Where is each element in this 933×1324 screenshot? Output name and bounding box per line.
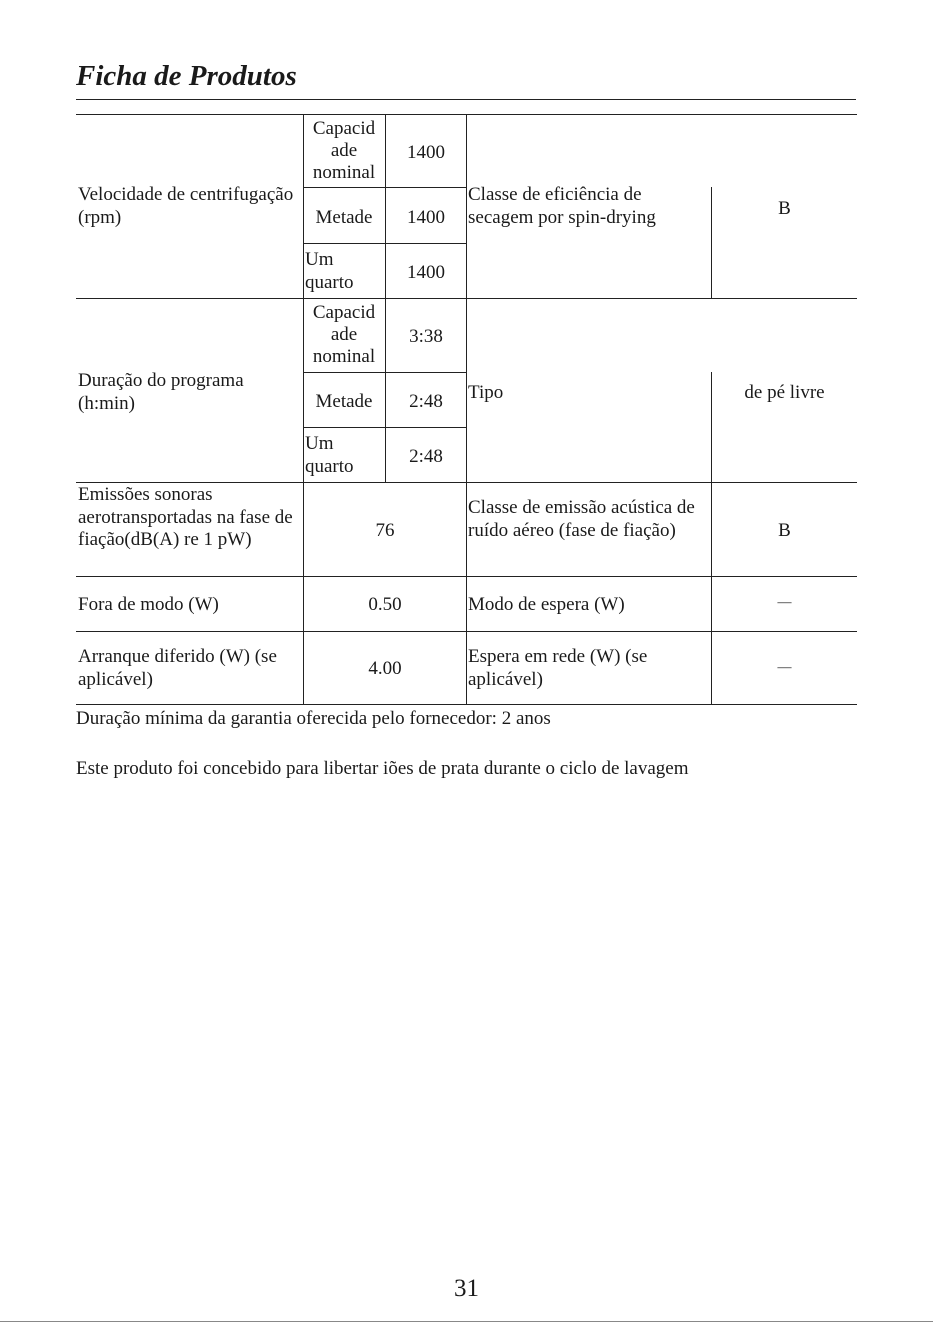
spin-speed-label: Velocidade de centrifugação (rpm) <box>78 184 294 228</box>
type-label: Tipo <box>468 382 504 403</box>
network-standby-label: Espera em rede (W) (se aplicável) <box>468 646 648 690</box>
off-mode-value: 0.50 <box>368 594 402 615</box>
table-rule <box>385 114 386 482</box>
silver-ions-note: Este produto foi concebido para libertar iões de prata durante o ciclo de lavagem <box>76 758 689 779</box>
duration-capacity-value: 3:38 <box>409 326 443 347</box>
warranty-note: Duração mínima da garantia oferecida pelo fornecedor: 2 anos <box>76 708 551 729</box>
page-number: 31 <box>454 1275 479 1302</box>
delay-start-label: Arranque diferido (W) (se aplicável) <box>78 646 277 690</box>
page-bottom-rule <box>0 1321 933 1322</box>
duration-quarter-value: 2:48 <box>409 446 443 467</box>
drying-class-value: B <box>778 198 791 219</box>
spin-capacity-label: Capacid ade nominal <box>312 118 376 183</box>
spin-half-label: Metade <box>315 207 373 228</box>
noise-value: 76 <box>375 520 395 541</box>
table-rule <box>76 114 303 115</box>
table-rule <box>76 704 857 705</box>
network-standby-value: — <box>777 660 792 675</box>
type-value: de pé livre <box>744 382 825 403</box>
drying-class-label: Classe de eficiência de secagem por spin-drying <box>468 184 656 228</box>
duration-half-value: 2:48 <box>409 391 443 412</box>
off-mode-label: Fora de modo (W) <box>78 594 219 615</box>
standby-label: Modo de espera (W) <box>468 594 625 615</box>
spin-quarter-label: Um quarto <box>305 249 354 293</box>
acoustic-class-value: B <box>778 520 791 541</box>
duration-capacity-label: Capacid ade nominal <box>312 302 376 367</box>
duration-half-label: Metade <box>315 391 373 412</box>
spin-quarter-value: 1400 <box>407 262 445 283</box>
standby-value: — <box>777 595 792 610</box>
noise-label: Emissões sonoras aerotransportadas na fase de fiação(dB(A) re 1 pW) <box>78 484 293 550</box>
table-rule <box>303 114 857 115</box>
page-title: Ficha de Produtos <box>76 60 297 92</box>
delay-start-value: 4.00 <box>368 658 402 679</box>
spin-half-value: 1400 <box>407 207 445 228</box>
title-divider <box>76 99 856 100</box>
duration-quarter-label: Um quarto <box>305 433 354 477</box>
spin-capacity-value: 1400 <box>407 142 445 163</box>
program-duration-label: Duração do programa (h:min) <box>78 370 244 414</box>
acoustic-class-label: Classe de emissão acústica de ruído aéreo (fase de fiação) <box>468 497 695 541</box>
table-rule <box>466 114 467 704</box>
